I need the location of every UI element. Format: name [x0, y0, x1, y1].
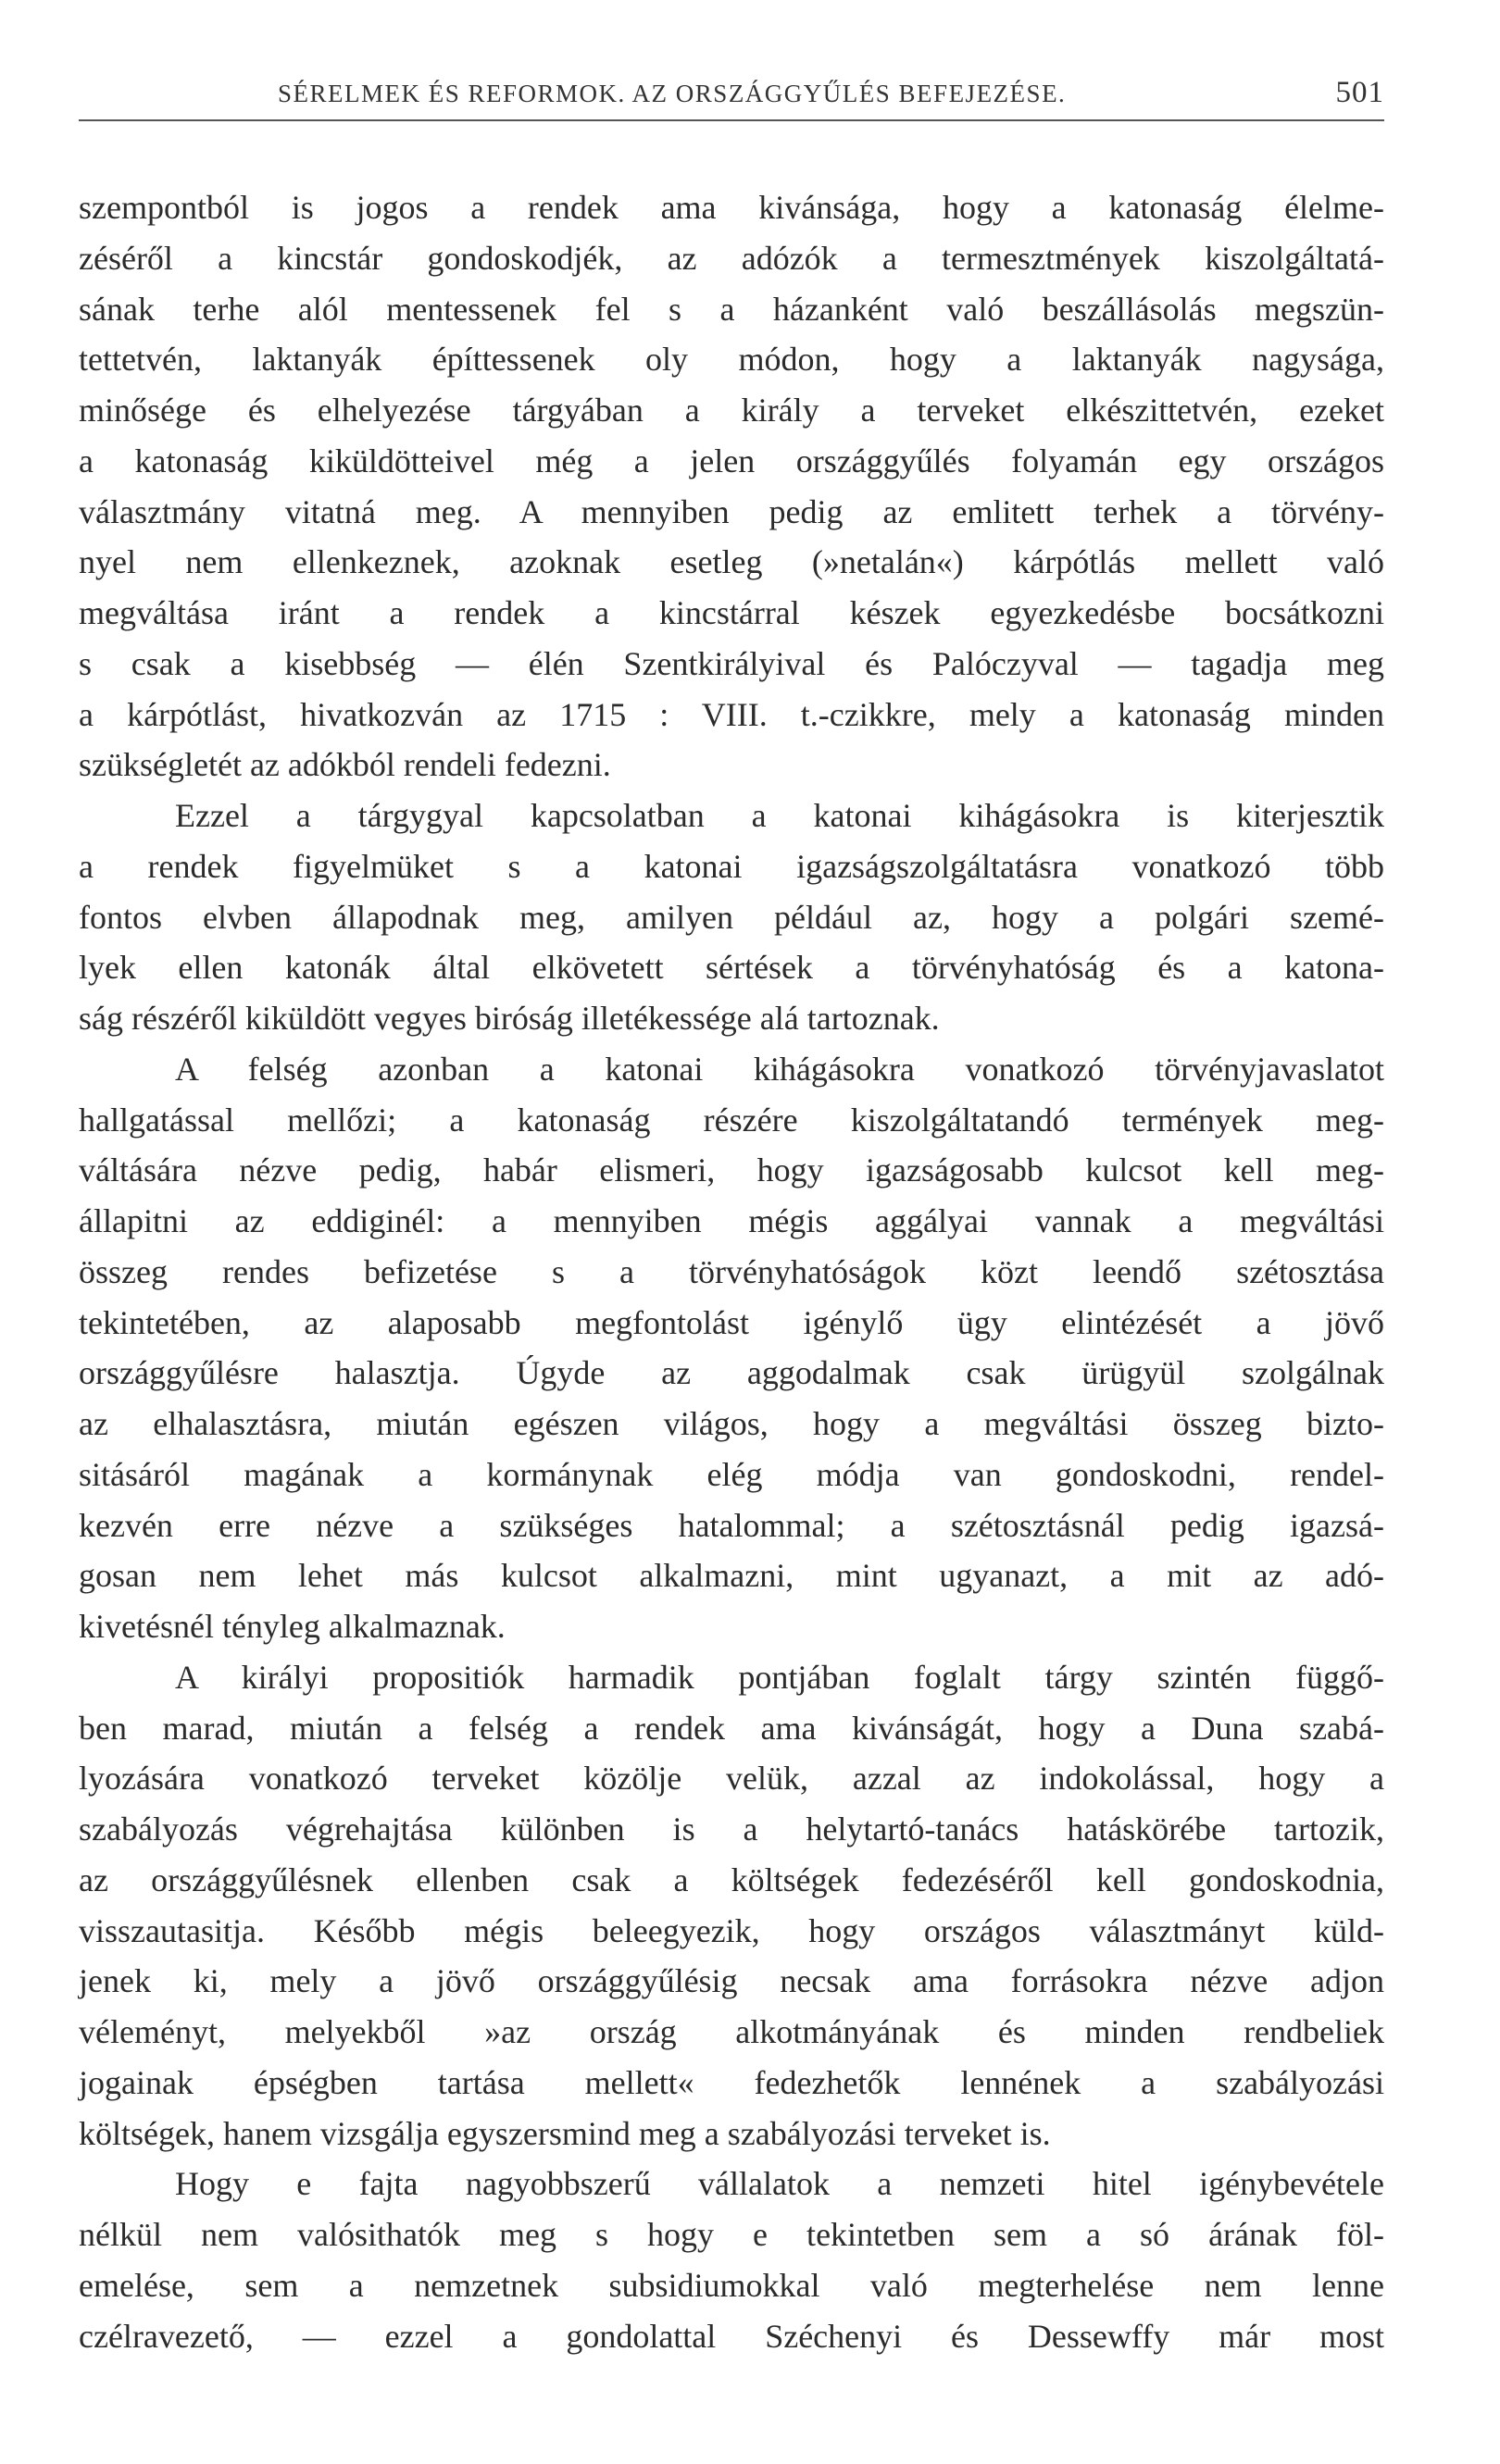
text-line: szempontból is jogos a rendek ama kivánsága, hogy a katonaság élelme-	[79, 189, 1384, 226]
text-line: emelése, sem a nemzetnek subsidiumokkal való megterhelése nem lenne	[79, 2266, 1384, 2304]
text-line: ság részéről kiküldött vegyes biróság illetékessége alá tartoznak.	[79, 1000, 940, 1037]
paragraph-first-line: Hogy e fajta nagyobbszerű vállalatok a nemzeti hitel igénybevétele	[175, 2165, 1384, 2203]
text-line: tekintetében, az alaposabb megfontolást igénylő ügy elintézését a jövő	[79, 1303, 1384, 1341]
text-line: összeg rendes befizetése s a törvényhatóságok közt leendő szétosztása	[79, 1252, 1384, 1290]
text-line: minősége és elhelyezése tárgyában a király a terveket elkészittetvén, ezeket	[79, 392, 1384, 429]
text-line: gosan nem lehet más kulcsot alkalmazni, mint ugyanazt, a mit az adó-	[79, 1557, 1384, 1595]
header-rule	[79, 119, 1384, 121]
text-line: jogainak épségben tartása mellett« fedezhetők lennének a szabályozási	[79, 2063, 1384, 2101]
text-line: lyek ellen katonák által elkövetett sértések a törvényhatóság és a katona-	[79, 949, 1384, 987]
paragraph-first-line: A királyi propositiók harmadik pontjában foglalt tárgy szintén függő-	[175, 1658, 1384, 1696]
text-line: kivetésnél tényleg alkalmaznak.	[79, 1608, 506, 1645]
running-title: SÉRELMEK ÉS REFORMOK. AZ ORSZÁGGYŰLÉS BEFEJEZÉSE.	[278, 80, 1067, 107]
text-line: az országgyűlésnek ellenben csak a költségek fedezéséről kell gondoskodnia,	[79, 1860, 1384, 1898]
text-line: az elhalasztásra, miután egészen világos, hogy a megváltási összeg bizto-	[79, 1405, 1384, 1442]
text-line: váltására nézve pedig, habár elismeri, hogy igazságosabb kulcsot kell meg-	[79, 1151, 1384, 1189]
text-line: a kárpótlást, hivatkozván az 1715 : VIII. t.-czikkre, mely a katonaság minden	[79, 695, 1384, 733]
text-line: országgyűlésre halasztja. Úgyde az aggodalmak csak ürügyül szolgálnak	[79, 1354, 1384, 1392]
text-line: megváltása iránt a rendek a kincstárral készek egyezkedésbe bocsátkozni	[79, 594, 1384, 631]
text-line: jenek ki, mely a jövő országgyűlésig necsak ama forrásokra nézve adjon	[79, 1962, 1384, 2000]
text-line: hallgatással mellőzi; a katonaság részére kiszolgáltatandó termények meg-	[79, 1101, 1384, 1139]
body-text	[79, 182, 1384, 2361]
text-line: a rendek figyelmüket s a katonai igazságszolgáltatásra vonatkozó több	[79, 847, 1384, 885]
text-line: s csak a kisebbség — élén Szentkirályival és Palóczyval — tagadja meg	[79, 644, 1384, 682]
text-line: állapitni az eddiginél: a mennyiben mégis aggályai vannak a megváltási	[79, 1202, 1384, 1239]
text-line: nyel nem ellenkeznek, azoknak esetleg (»netalán«) kárpótlás mellett való	[79, 543, 1384, 581]
text-line: czélravezető, — ezzel a gondolattal Széchenyi és Dessewffy már most	[79, 2317, 1384, 2355]
text-line: véleményt, melyekből »az ország alkotmányának és minden rendbeliek	[79, 2013, 1384, 2050]
text-line: nélkül nem valósithatók meg s hogy e tekintetben sem a só árának föl-	[79, 2216, 1384, 2253]
text-line: tettetvén, laktanyák építtessenek oly módon, hogy a laktanyák nagysága,	[79, 341, 1384, 379]
text-line: lyozására vonatkozó terveket közölje velük, azzal az indokolással, hogy a	[79, 1760, 1384, 1798]
text-line: fontos elvben állapodnak meg, amilyen például az, hogy a polgári szemé-	[79, 898, 1384, 936]
text-line: visszautasitja. Később mégis beleegyezik, hogy országos választmányt küld-	[79, 1911, 1384, 1949]
text-line: a katonaság kiküldötteivel még a jelen országgyűlés folyamán egy országos	[79, 442, 1384, 479]
paragraph-first-line: A felség azonban a katonai kihágásokra vonatkozó törvényjavaslatot	[175, 1050, 1384, 1088]
text-line: kezvén erre nézve a szükséges hatalommal; a szétosztásnál pedig igazsá-	[79, 1506, 1384, 1544]
paragraph-first-line: Ezzel a tárgygyal kapcsolatban a katonai kihágásokra is kiterjesztik	[175, 797, 1384, 834]
text-line: szükségletét az adókból rendeli fedezni.	[79, 746, 611, 784]
text-line: szabályozás végrehajtása különben is a helytartó-tanács hatáskörébe tartozik,	[79, 1811, 1384, 1848]
page-number: 501	[1335, 76, 1384, 109]
running-head	[79, 74, 1384, 118]
text-line: ben marad, miután a felség a rendek ama kivánságát, hogy a Duna szabá-	[79, 1709, 1384, 1747]
text-line: sitásáról magának a kormánynak elég módja van gondoskodni, rendel-	[79, 1455, 1384, 1493]
text-line: költségek, hanem vizsgálja egyszersmind meg a szabályozási terveket is.	[79, 2114, 1051, 2152]
text-line: választmány vitatná meg. A mennyiben pedig az emlitett terhek a törvény-	[79, 492, 1384, 530]
text-line: zéséről a kincstár gondoskodjék, az adózók a termesztmények kiszolgáltatá-	[79, 239, 1384, 277]
text-line: sának terhe alól mentessenek fel s a házanként való beszállásolás megszün-	[79, 290, 1384, 328]
